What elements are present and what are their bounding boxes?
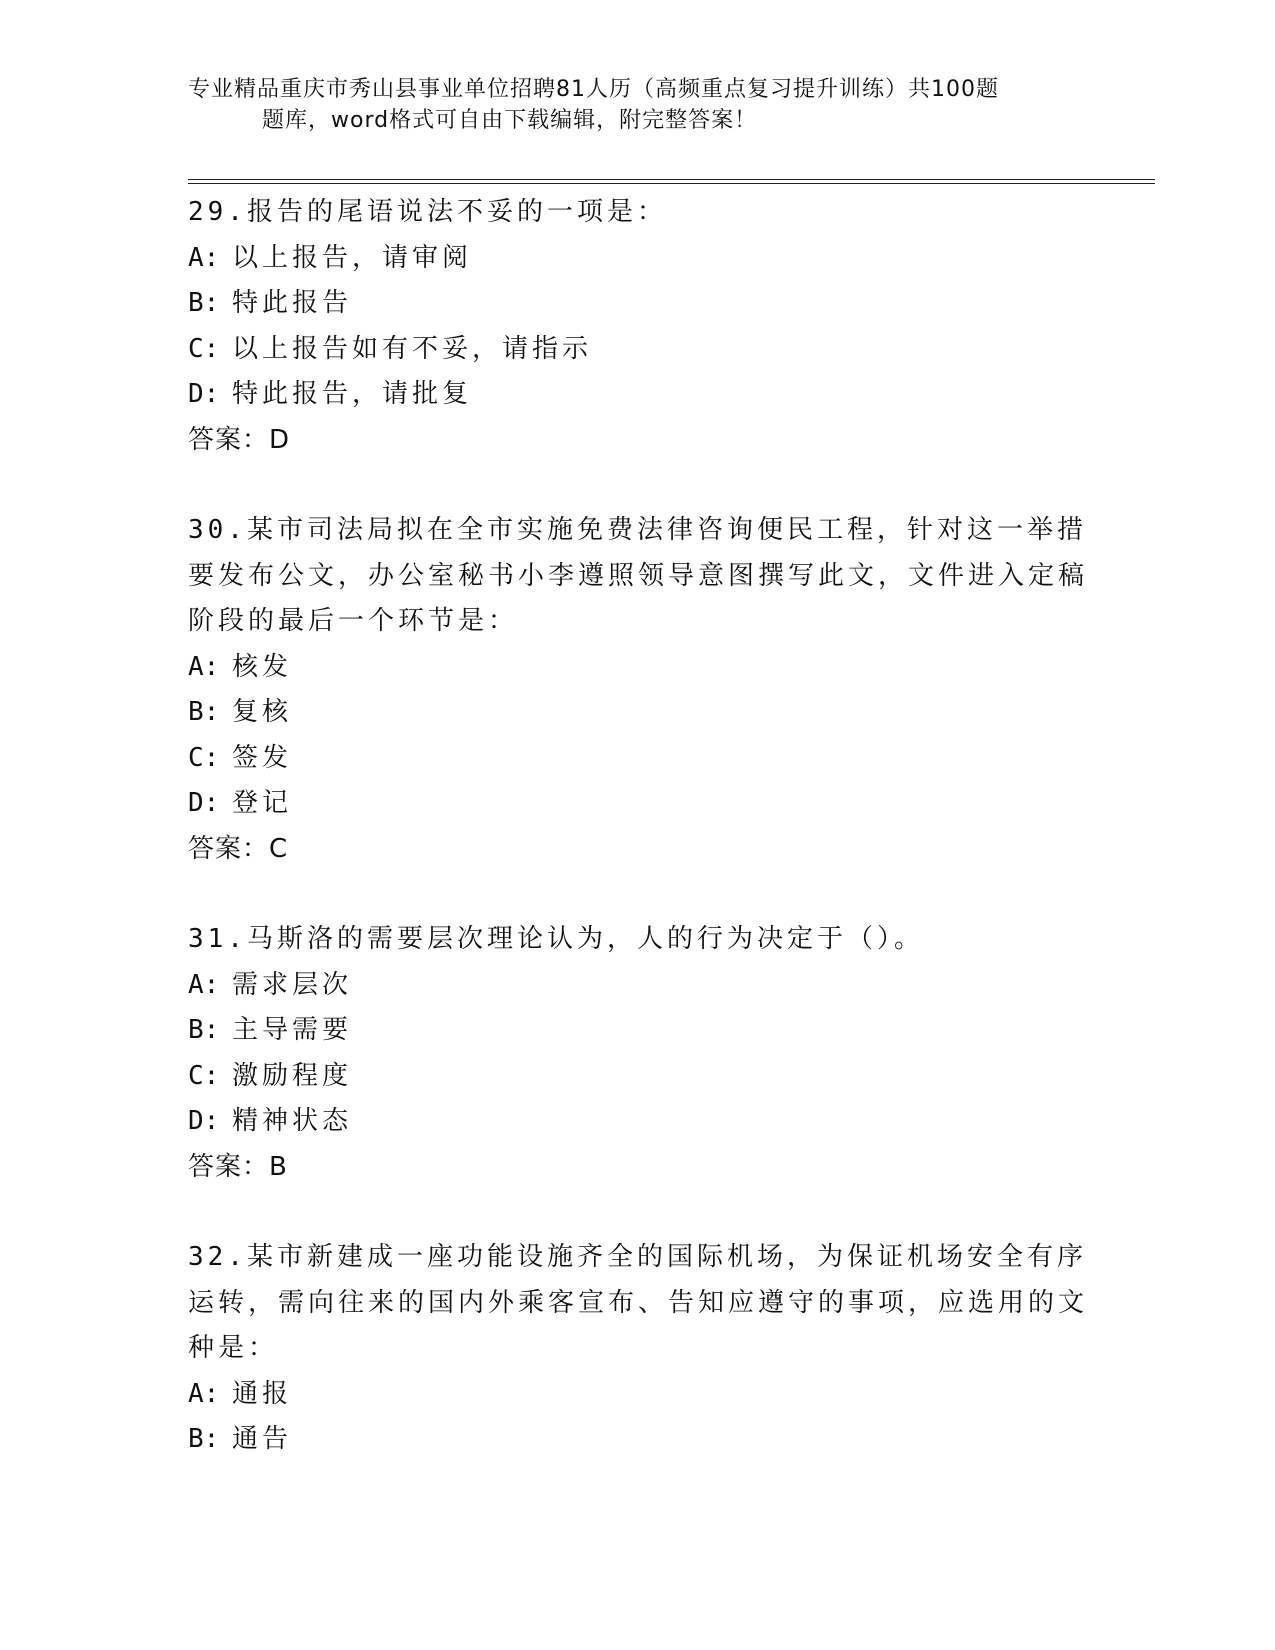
option-letter: B: bbox=[188, 288, 220, 318]
option-text: 签发 bbox=[232, 742, 293, 773]
option-text: 通报 bbox=[232, 1378, 293, 1409]
header-title-line2: 题库，word格式可自由下载编辑，附完整答案！ bbox=[262, 108, 758, 133]
option-a bbox=[188, 645, 1088, 691]
answer-label: 答案： bbox=[188, 1151, 270, 1182]
option-text: 以上报告，请审阅 bbox=[232, 242, 473, 273]
header-divider-thin bbox=[188, 183, 1155, 184]
question-stem: 30.某市司法局拟在全市实施免费法律咨询便民工程，针对这一举措要发布公文，办公室秘书小李遵照领导意图撰写此文，文件进入定稿阶段的最后一个环节是： bbox=[188, 515, 1089, 636]
option-letter: D: bbox=[188, 1106, 220, 1136]
option-text: 以上报告如有不妥，请指示 bbox=[232, 333, 593, 364]
option-d bbox=[188, 781, 1088, 827]
option-letter: C: bbox=[188, 742, 220, 773]
answer-line bbox=[188, 418, 1088, 464]
question-30 bbox=[188, 508, 1088, 872]
option-c bbox=[188, 736, 1088, 782]
question-31 bbox=[188, 917, 1088, 1190]
question-29 bbox=[188, 190, 1088, 463]
option-d bbox=[188, 372, 1088, 418]
answer-label: 答案： bbox=[188, 833, 270, 864]
question-stem: 31.马斯洛的需要层次理论认为，人的行为决定于（）。 bbox=[188, 924, 924, 954]
option-a bbox=[188, 1372, 1088, 1418]
option-letter: B: bbox=[188, 697, 220, 727]
option-text: 主导需要 bbox=[232, 1015, 353, 1045]
option-letter: C: bbox=[188, 1060, 220, 1091]
option-letter: B: bbox=[188, 1015, 220, 1045]
option-text: 需求层次 bbox=[232, 969, 353, 1000]
answer-line bbox=[188, 1145, 1088, 1191]
option-b bbox=[188, 281, 1088, 327]
option-c bbox=[188, 1054, 1088, 1100]
option-letter: D: bbox=[188, 788, 220, 818]
option-text: 精神状态 bbox=[232, 1106, 353, 1136]
option-b bbox=[188, 1417, 1088, 1463]
option-c bbox=[188, 327, 1088, 373]
question-stem: 32.某市新建成一座功能设施齐全的国际机场，为保证机场安全有序运转，需向往来的国内外乘客宣布、告知应遵守的事项，应选用的文种是： bbox=[188, 1242, 1089, 1363]
option-text: 特此报告 bbox=[232, 288, 353, 318]
answer-line bbox=[188, 827, 1088, 873]
option-letter: C: bbox=[188, 333, 220, 364]
option-text: 复核 bbox=[232, 697, 293, 727]
header-divider-thick bbox=[188, 179, 1155, 180]
option-letter: A: bbox=[188, 651, 220, 682]
option-text: 通告 bbox=[232, 1424, 293, 1454]
option-letter: A: bbox=[188, 969, 220, 1000]
question-32 bbox=[188, 1235, 1088, 1463]
document-header bbox=[188, 74, 1088, 136]
option-letter: D: bbox=[188, 379, 220, 409]
question-stem: 29.报告的尾语说法不妥的一项是： bbox=[188, 197, 667, 227]
option-b bbox=[188, 1008, 1088, 1054]
option-a bbox=[188, 963, 1088, 1009]
option-letter: B: bbox=[188, 1424, 220, 1454]
option-d bbox=[188, 1099, 1088, 1145]
answer-value: C bbox=[269, 833, 289, 864]
answer-value: D bbox=[269, 424, 291, 455]
answer-value: B bbox=[269, 1151, 288, 1182]
option-text: 登记 bbox=[232, 788, 293, 818]
option-letter: A: bbox=[188, 242, 220, 273]
option-text: 激励程度 bbox=[232, 1060, 353, 1091]
option-text: 核发 bbox=[232, 651, 293, 682]
option-text: 特此报告，请批复 bbox=[232, 379, 473, 409]
question-list bbox=[188, 190, 1088, 1508]
header-title-line1: 专业精品重庆市秀山县事业单位招聘81人历（高频重点复习提升训练）共100题 bbox=[188, 77, 999, 102]
option-b bbox=[188, 690, 1088, 736]
answer-label: 答案： bbox=[188, 424, 270, 455]
option-a bbox=[188, 236, 1088, 282]
option-letter: A: bbox=[188, 1378, 220, 1409]
